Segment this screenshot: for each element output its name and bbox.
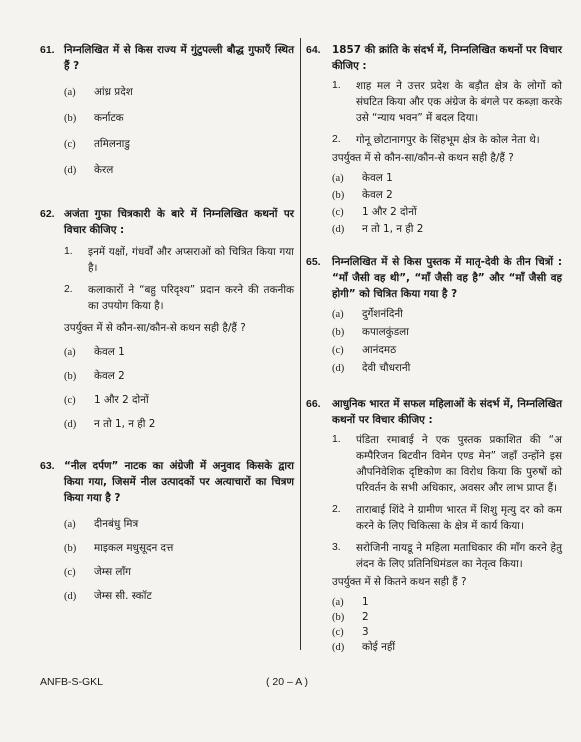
option-c: (c) आनंदमठ [332,344,397,356]
question-number: 63. [40,460,55,472]
question-number: 62. [40,208,55,220]
option-b: (b) केवल 2 [64,370,125,382]
right-column [306,38,562,654]
options [64,516,294,612]
question-number: 66. [306,398,321,410]
left-column [40,38,294,612]
option-b: (b) माइकल मधुसूदन दत्त [64,542,174,554]
question-66 [306,396,562,654]
question-text: “नील दर्पण” नाटक का अंग्रेजी में अनुवाद किसके द्वारा किया गया, जिसमें नील उत्पादकों पर अत्याचारों का चित्रण किया गया है ? [64,460,294,504]
option-d: (d) कोई नहीं [332,641,396,653]
page-number: ( 20 – A ) [266,676,309,688]
question-prompt: उपर्युक्त में से कितने कथन सही हैं ? [332,576,467,588]
question-63 [40,458,294,612]
option-a: (a) आंध्र प्रदेश [64,86,133,98]
option-a: (a) केवल 1 [64,346,125,358]
statement-2: 2. गोनू छोटानागपुर के सिंहभूम क्षेत्र के कोल नेता थे। [332,134,540,146]
option-d: (d) न तो 1, न ही 2 [64,418,156,430]
question-61 [40,42,294,188]
option-b: (b) कपालकुंडला [332,326,409,338]
statement-2: 2. कलाकारों ने “बहु परिदृश्य” प्रदान करने की तकनीक का उपयोग किया है। [64,284,294,312]
option-d: (d) न तो 1, न ही 2 [332,223,424,235]
option-b: (b) कर्नाटक [64,112,124,124]
column-divider [300,38,301,650]
statement-1: 1. पंडिता रमाबाई ने एक पुस्तक प्रकाशित की “अ कम्पैरिजन बिटवीन विमेन एण्ड मेन” जहाँ उन्होंने इस औपनिवेशिक दृष्टिकोण का विरोध किया कि पुरुषों को परिवर्तन के सभी अधिकार, अवसर और लाभ प्राप्त हैं। [332,434,562,494]
option-a: (a) केवल 1 [332,172,393,184]
option-c: (c) 1 और 2 दोनों [332,206,417,218]
option-a: (a) दुर्गेशनंदिनी [332,308,403,320]
question-number: 65. [306,256,321,268]
option-d: (d) केरल [64,164,114,176]
statements [332,432,562,572]
option-b: (b) 2 [332,611,369,623]
options [64,84,294,188]
statements [64,244,294,314]
option-c: (c) जेम्स लाँग [64,566,131,578]
question-prompt: उपर्युक्त में से कौन-सा/कौन-से कथन सही है/हैं ? [332,152,514,164]
option-c: (c) तमिलनाडु [64,138,130,150]
statement-1: 1. इनमें यक्षों, गंधर्वों और अप्सराओं को चित्रित किया गया है। [64,246,294,274]
question-number: 61. [40,44,55,56]
question-65 [306,254,562,378]
statements [332,78,562,148]
question-prompt: उपर्युक्त में से कौन-सा/कौन-से कथन सही है/हैं ? [64,322,246,334]
options [332,594,562,654]
statement-1: 1. शाह मल ने उत्तर प्रदेश के बड़ौत क्षेत्र के लोगों को संघटित किया और एक अंग्रेज के बंगले पर कब्ज़ा करके उसे “न्याय भवन” में बदल दिया। [332,80,562,124]
options [64,344,294,440]
question-62 [40,206,294,440]
option-b: (b) केवल 2 [332,189,393,201]
option-d: (d) जेम्स सी. स्कॉट [64,590,152,602]
option-c: (c) 1 और 2 दोनों [64,394,149,406]
question-text: 1857 की क्रांति के संदर्भ में, निम्नलिखित कथनों पर विचार कीजिए : [332,44,562,72]
statement-2: 2. ताराबाई शिंदे ने ग्रामीण भारत में शिशु मृत्यु दर को कम करने के लिए चिकित्सा के क्षेत्र में कार्य किया। [332,504,562,532]
booklet-code: ANFB-S-GKL [40,676,104,688]
option-d: (d) देवी चौधरानी [332,362,411,374]
question-text: निम्नलिखित में से किस पुस्तक में मातृ-देवी के तीन चित्रों : “माँ जैसी वह थी”, “माँ जैसी वह है” और “माँ जैसी वह होगी” को चित्रित किया गया है ? [332,256,562,300]
question-64 [306,42,562,238]
option-c: (c) 3 [332,626,369,638]
question-text: आधुनिक भारत में सफल महिलाओं के संदर्भ में, निम्नलिखित कथनों पर विचार कीजिए : [332,398,562,426]
statement-3: 3. सरोजिनी नायडू ने महिला मताधिकार की माँग करने हेतु लंदन के लिए प्रतिनिधिमंडल का नेतृत्व किया। [332,542,562,570]
options [332,170,562,238]
option-a: (a) दीनबंधु मित्र [64,518,139,530]
question-text: अजंता गुफा चित्रकारी के बारे में निम्नलिखित कथनों पर विचार कीजिए : [64,208,294,236]
question-text: निम्नलिखित में से किस राज्य में गुंटुपल्ली बौद्ध गुफाएँ स्थित हैं ? [64,44,294,72]
options [332,306,562,378]
question-number: 64. [306,44,321,56]
option-a: (a) 1 [332,596,369,608]
